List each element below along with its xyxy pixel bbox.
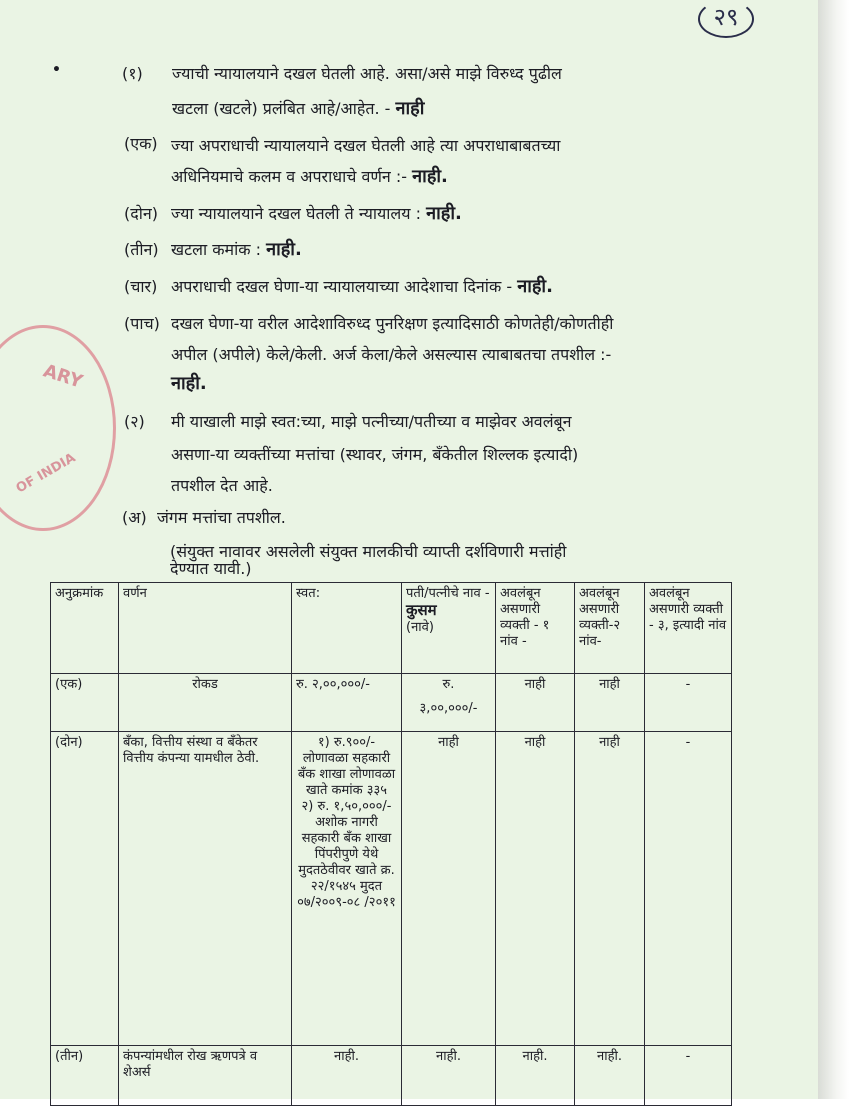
cell-serial: (दोन): [51, 732, 119, 1046]
cell-dependent-1: नाही: [496, 732, 575, 1046]
header-dependent-2: अवलंबून असणारी व्यक्ती-२ नांव-: [575, 583, 645, 674]
table-row: [51, 1046, 732, 1106]
pach-number: (पाच): [124, 314, 160, 333]
ek-line1: ज्या अपराधाची न्यायालयाने दखल घेतली आहे त्या अपराधाबाबतच्या: [171, 136, 561, 155]
teen-answer: नाही.: [266, 239, 302, 260]
spouse-name: कुसम: [406, 601, 437, 619]
table-header-row: [51, 583, 732, 674]
table-row: [51, 732, 732, 1046]
don-line: ज्या न्यायालयाने दखल घेतली ते न्यायालय : नाही.: [171, 203, 462, 224]
cell-self: नाही.: [292, 1046, 402, 1106]
header-spouse: पती/पत्नीचे नाव - कुसम (नावे): [402, 583, 496, 674]
scan-edge: [818, 0, 849, 1099]
seal-text-top: ARY: [40, 360, 86, 393]
margin-mark: •: [52, 62, 61, 78]
cell-dependent-2: नाही: [575, 674, 645, 732]
item1-line2: खटला (खटले) प्रलंबित आहे/आहेत. - नाही: [172, 98, 425, 119]
cell-description: बँका, वित्तीय संस्था व बँकेतर वित्तीय कंपन्या यामधील ठेवी.: [119, 732, 292, 1046]
cell-spouse: रु. ३,००,०००/-: [402, 674, 496, 732]
seal-text-bottom: OF INDIA: [13, 450, 79, 497]
ek-line2: अधिनियमाचे कलम व अपराधाचे वर्णन :- नाही.: [171, 166, 448, 187]
cell-description: रोकड: [119, 674, 292, 732]
note-line1: (संयुक्त नावावर असलेली संयुक्त मालकीची व्याप्ती दर्शविणारी मत्तांही: [170, 542, 567, 561]
item2-number: (२): [124, 412, 145, 431]
cell-dependent-1: नाही: [496, 674, 575, 732]
header-self: स्वत:: [292, 583, 402, 674]
item2-line2: असणा-या व्यक्तींच्या मत्तांचा (स्थावर, जंगम, बँकेतील शिल्लक इत्यादी): [171, 445, 579, 464]
cell-spouse: नाही: [402, 732, 496, 1046]
cell-serial: (एक): [51, 674, 119, 732]
don-number: (दोन): [124, 204, 159, 223]
header-description: वर्णन: [119, 583, 292, 674]
cell-self: रु. २,००,०००/-: [292, 674, 402, 732]
cell-dependent-3: -: [645, 674, 732, 732]
table-row: [51, 674, 732, 732]
header-dependent-3: अवलंबून असणारी व्यक्ती - ३, इत्यादी नांव: [645, 583, 732, 674]
cell-description: कंपन्यांमधील रोख ऋणपत्रे व शेअर्स: [119, 1046, 292, 1106]
teen-number: (तीन): [124, 240, 159, 259]
don-answer: नाही.: [426, 203, 462, 224]
pach-line2: अपील (अपीले) केले/केली. अर्ज केला/केले असल्यास त्याबाबतचा तपशील :-: [171, 345, 612, 364]
char-line: अपराधाची दखल घेणा-या न्यायालयाच्या आदेशाचा दिनांक - नाही.: [171, 276, 553, 297]
char-answer: नाही.: [517, 276, 553, 297]
note-line2: देण्यात यावी.): [170, 559, 252, 578]
pach-answer: नाही.: [171, 373, 207, 394]
item1-line1: ज्याची न्यायालयाने दखल घेतली आहे. असा/असे माझे विरुध्द पुढील: [172, 64, 562, 83]
cell-serial: (तीन): [51, 1046, 119, 1106]
cell-spouse: नाही.: [402, 1046, 496, 1106]
pach-line1: दखल घेणा-या वरील आदेशाविरुध्द पुनरिक्षण इत्यादिसाठी कोणतेही/कोणतीही: [171, 314, 614, 333]
char-number: (चार): [124, 277, 158, 296]
cell-dependent-3: -: [645, 732, 732, 1046]
movable-assets-table: [50, 582, 732, 1106]
ek-number: (एक): [124, 134, 158, 153]
ek-answer: नाही.: [412, 166, 448, 187]
cell-self: १) रु.९००/- लोणावळा सहकारी बँक शाखा लोणावळा खाते कमांक ३३५ २) रु. १,५०,०००/- अशोक नागरी सहकारी बँक शाखा पिंपरीपुणे येथे मुदतठेवीवर खाते क्र. २२/१५४५ मुदत ०७/२००९-०८ /२०११: [292, 732, 402, 1046]
cell-dependent-1: नाही.: [496, 1046, 575, 1106]
item1-answer: नाही: [395, 98, 425, 119]
item1-number: (१): [122, 64, 143, 83]
cell-dependent-3: -: [645, 1046, 732, 1106]
teen-line: खटला कमांक : नाही.: [171, 239, 302, 260]
page-number: २९: [698, 0, 754, 38]
item2-line3: तपशील देत आहे.: [171, 476, 273, 495]
item2-line1: मी याखाली माझे स्वत:च्या, माझे पत्नीच्या/पतीच्या व माझेवर अवलंबून: [171, 412, 572, 431]
cell-dependent-2: नाही: [575, 732, 645, 1046]
cell-dependent-2: नाही.: [575, 1046, 645, 1106]
header-dependent-1: अवलंबून असणारी व्यक्ती - १ नांव -: [496, 583, 575, 674]
header-serial: अनुक्रमांक: [51, 583, 119, 674]
a-number: (अ): [122, 508, 147, 527]
a-line: जंगम मत्तांचा तपशील.: [157, 508, 286, 527]
